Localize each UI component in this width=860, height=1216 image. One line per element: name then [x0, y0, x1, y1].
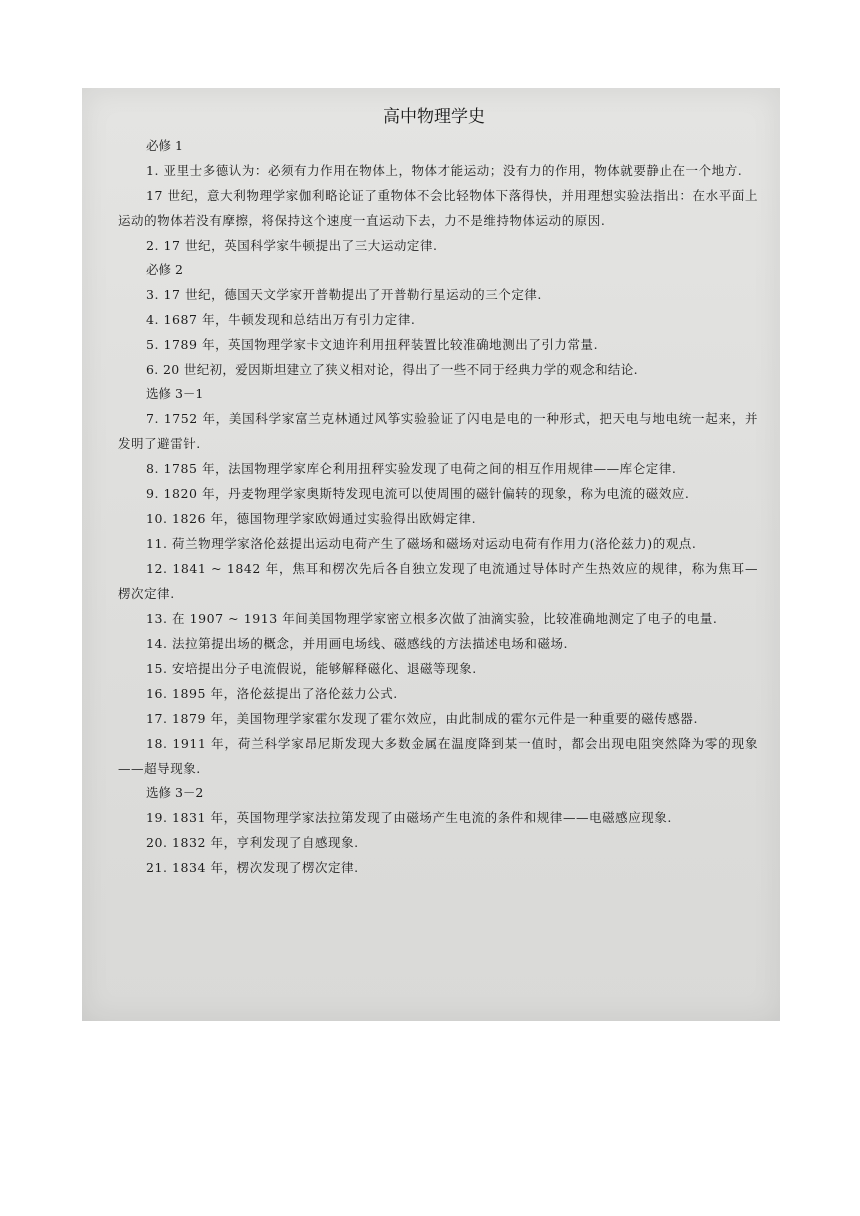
list-item: 12. 1841 ~ 1842 年，焦耳和楞次先后各自独立发现了电流通过导体时产生热效应的规律，称为焦耳—楞次定律. — [118, 561, 758, 601]
list-item: 13. 在 1907 ~ 1913 年间美国物理学家密立根多次做了油滴实验，比较准确地测定了电子的电量. — [146, 611, 718, 626]
section-heading: 选修 3－2 — [146, 785, 204, 800]
list-item: 14. 法拉第提出场的概念，并用画电场线、磁感线的方法描述电场和磁场. — [146, 636, 569, 651]
list-item: 8. 1785 年，法国物理学家库仑利用扭秤实验发现了电荷之间的相互作用规律——库仑定律. — [146, 461, 677, 476]
list-item: 7. 1752 年，美国科学家富兰克林通过风筝实验验证了闪电是电的一种形式，把天电与地电统一起来，并发明了避雷针. — [118, 411, 758, 451]
list-item: 5. 1789 年，英国物理学家卡文迪许利用扭秤装置比较准确地测出了引力常量. — [146, 337, 599, 352]
list-item: 19. 1831 年，英国物理学家法拉第发现了由磁场产生电流的条件和规律——电磁感应现象. — [146, 810, 672, 825]
list-item: 6. 20 世纪初，爱因斯坦建立了狭义相对论，得出了一些不同于经典力学的观念和结论. — [146, 362, 638, 377]
section-heading: 选修 3－1 — [146, 386, 204, 401]
section-heading: 必修 2 — [146, 262, 183, 277]
list-item: 18. 1911 年，荷兰科学家昂尼斯发现大多数金属在温度降到某一值时，都会出现电阻突然降为零的现象——超导现象. — [118, 736, 758, 776]
list-item: 10. 1826 年，德国物理学家欧姆通过实验得出欧姆定律. — [146, 511, 477, 526]
list-item: 15. 安培提出分子电流假说，能够解释磁化、退磁等现象. — [146, 661, 477, 676]
list-item: 16. 1895 年，洛伦兹提出了洛伦兹力公式. — [146, 686, 398, 701]
document-body — [118, 102, 758, 880]
list-item: 1. 亚里士多德认为：必须有力作用在物体上，物体才能运动；没有力的作用，物体就要静止在一个地方. — [146, 163, 743, 178]
list-item: 20. 1832 年，亨利发现了自感现象. — [146, 835, 359, 850]
list-item: 11. 荷兰物理学家洛伦兹提出运动电荷产生了磁场和磁场对运动电荷有作用力(洛伦兹力)的观点. — [146, 536, 697, 551]
list-item: 17. 1879 年，美国物理学家霍尔发现了霍尔效应，由此制成的霍尔元件是一种重要的磁传感器. — [146, 711, 698, 726]
list-item: 17 世纪，意大利物理学家伽利略论证了重物体不会比轻物体下落得快，并用理想实验法指出：在水平面上运动的物体若没有摩擦，将保持这个速度一直运动下去，力不是维持物体运动的原因. — [118, 188, 758, 228]
list-item: 2. 17 世纪，英国科学家牛顿提出了三大运动定律. — [146, 238, 438, 253]
list-item: 4. 1687 年，牛顿发现和总结出万有引力定律. — [146, 312, 416, 327]
section-heading: 必修 1 — [146, 138, 183, 153]
scanned-page-photo — [82, 88, 780, 1021]
list-item: 21. 1834 年，楞次发现了楞次定律. — [146, 860, 359, 875]
list-item: 3. 17 世纪，德国天文学家开普勒提出了开普勒行星运动的三个定律. — [146, 287, 542, 302]
page-title: 高中物理学史 — [383, 107, 485, 127]
list-item: 9. 1820 年，丹麦物理学家奥斯特发现电流可以使周围的磁针偏转的现象，称为电流的磁效应. — [146, 486, 690, 501]
